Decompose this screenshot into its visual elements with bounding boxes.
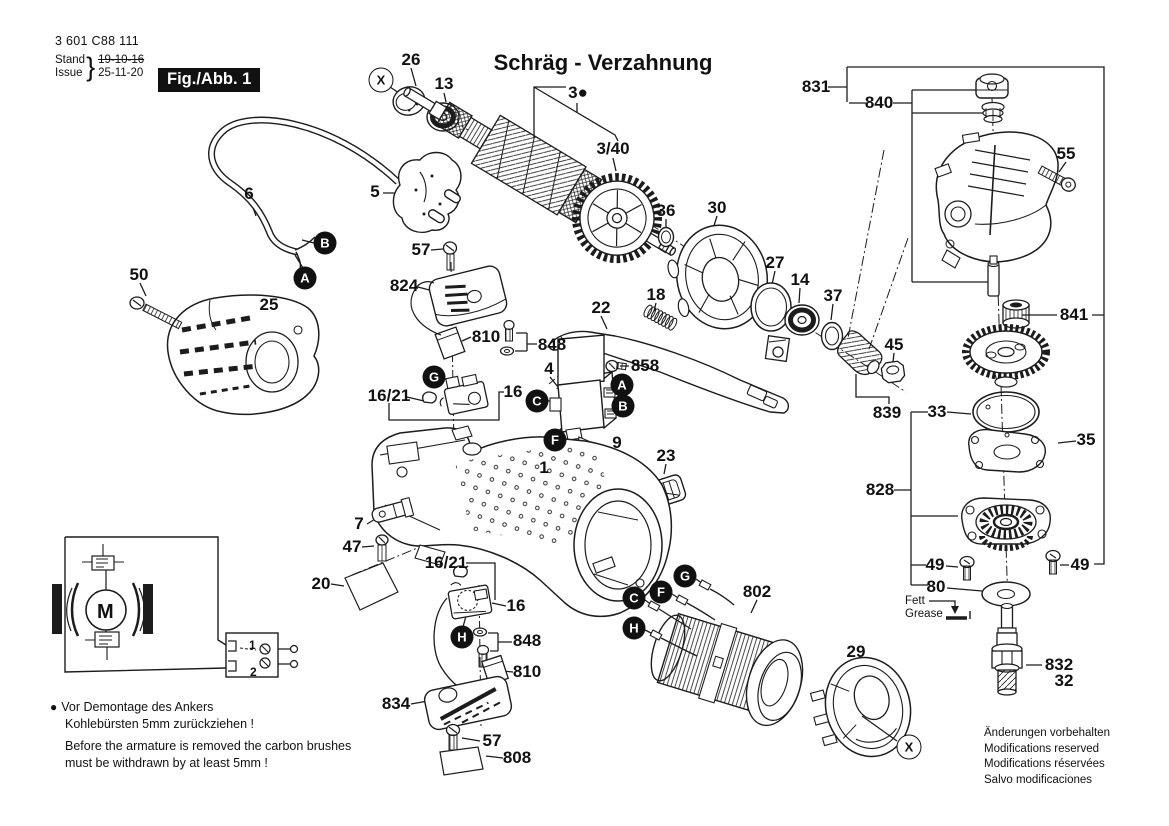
retaining-ring-33: [973, 392, 1039, 432]
part-label-841: 841: [1059, 305, 1089, 324]
modifications-note: [984, 726, 1110, 788]
part-label-27: 27: [765, 253, 785, 272]
part-label-834: 834: [381, 694, 411, 713]
screw-848-top: [501, 321, 515, 356]
wiring-diagram: [52, 537, 298, 679]
part-label-20: 20: [311, 574, 331, 593]
part-label-25: 25: [259, 295, 279, 314]
part-label-839: 839: [872, 403, 902, 422]
screw-57-bottom: [447, 725, 460, 751]
part-label-6: 6: [244, 184, 254, 203]
grease-label-de: Fett: [905, 595, 925, 607]
washer-80: [982, 582, 1030, 606]
part-label-16: 16: [503, 382, 523, 401]
part-label-57: 57: [411, 240, 431, 259]
wire-clip-1621-top: [423, 392, 437, 403]
part-label-810: 810: [471, 327, 501, 346]
issue-label: Issue: [55, 67, 83, 79]
date-old: 19-10-16: [98, 54, 145, 66]
part-label-36: 36: [656, 201, 676, 220]
diagram-title: Schräg - Verzahnung: [493, 50, 713, 75]
note-bullet: ●: [50, 700, 58, 714]
figure-number-box: Fig./Abb. 1: [158, 68, 260, 92]
callout-b: B: [612, 395, 635, 418]
part-label-3: 3●: [568, 83, 588, 102]
note-en-1: Before the armature is removed the carbon brushes: [65, 739, 352, 753]
part-label-810: 810: [512, 662, 542, 681]
ball-bearing-14: [785, 305, 819, 335]
part-label-802: 802: [742, 582, 772, 601]
stator-802: [641, 604, 812, 733]
callout-x: X: [369, 68, 394, 93]
part-label-828: 828: [865, 480, 895, 499]
mains-plug: [393, 153, 461, 233]
part-label-45: 45: [884, 335, 904, 354]
bushing-841: [1003, 300, 1029, 328]
service-notes: [50, 699, 351, 771]
part-label-35: 35: [1076, 430, 1096, 449]
schematic-terminal-1: 1: [249, 638, 256, 652]
part-label-848: 848: [537, 335, 567, 354]
part-label-832: 832: [1044, 655, 1074, 674]
part-label-4: 4: [544, 359, 554, 378]
bearing-flange-828: [962, 498, 1051, 548]
callout-f: F: [544, 429, 567, 452]
callout-x: X: [897, 735, 922, 760]
part-label-824: 824: [389, 276, 419, 295]
part-label-33: 33: [927, 402, 947, 421]
spring-18: [642, 304, 678, 331]
grease-label-en: Grease: [905, 608, 943, 620]
footer-line-fr: Modifications réservées: [984, 758, 1105, 770]
part-label-340: 3/40: [596, 139, 630, 158]
part-label-18: 18: [646, 285, 666, 304]
spindle-832: [992, 604, 1022, 696]
part-label-9: 9: [612, 433, 622, 452]
part-label-55: 55: [1056, 144, 1076, 163]
part-label-37: 37: [823, 286, 843, 305]
part-label-1621: 16/21: [424, 553, 468, 572]
brush-holder-16-bottom: [447, 577, 493, 619]
footer-line-de: Änderungen vorbehalten: [984, 727, 1110, 739]
screw-49-right: [1046, 551, 1060, 575]
part-label-32: 32: [1054, 671, 1074, 690]
note-en-2: must be withdrawn by at least 5mm !: [65, 755, 268, 770]
gasket-plate-35: [969, 430, 1046, 472]
callout-h: H: [451, 626, 474, 649]
part-label-26: 26: [401, 50, 421, 69]
callout-g: G: [674, 565, 697, 588]
screw-47: [376, 535, 388, 561]
callout-b: B: [314, 232, 337, 255]
part-label-16: 16: [506, 596, 526, 615]
part-label-14: 14: [790, 270, 810, 289]
screw-49-left: [960, 557, 974, 581]
footer-line-es: Salvo modificaciones: [984, 773, 1093, 786]
part-label-23: 23: [656, 446, 676, 465]
washer-36: [659, 228, 674, 247]
part-number: 3 601 C88 111: [55, 34, 140, 48]
spring-washer-stack: [982, 103, 1004, 123]
part-label-50: 50: [129, 265, 149, 284]
brush-cover-824: [427, 264, 508, 328]
part-label-47: 47: [342, 537, 362, 556]
grease-arrowhead: [951, 606, 959, 614]
callout-f: F: [650, 581, 673, 604]
screw-858: [606, 361, 626, 372]
guide-pin: [988, 256, 999, 296]
part-label-858: 858: [630, 356, 660, 375]
note-de-1: Vor Demontage des Ankers: [61, 700, 214, 714]
part-label-30: 30: [707, 198, 727, 217]
part-label-808: 808: [502, 748, 532, 767]
schematic-terminal-2: 2: [250, 665, 257, 679]
callout-c: C: [623, 587, 646, 610]
part-label-22: 22: [591, 298, 611, 317]
callout-c: C: [526, 390, 549, 413]
part-label-1: 1: [539, 458, 549, 477]
part-label-5: 5: [370, 182, 380, 201]
note-de-2: Kohlebürsten 5mm zurückziehen !: [65, 716, 254, 731]
crown-gear: [966, 328, 1046, 387]
screw-50: [130, 297, 182, 329]
cap-nut-840: [976, 74, 1008, 98]
label-sticker-20: [345, 563, 398, 610]
part-label-840: 840: [864, 93, 894, 112]
stand-label: Stand: [55, 54, 86, 66]
part-label-848: 848: [512, 631, 542, 650]
part-label-80: 80: [926, 577, 946, 596]
part-label-13: 13: [434, 74, 454, 93]
part-label-831: 831: [801, 77, 831, 96]
gear-head-housing: [935, 132, 1058, 268]
schematic-motor-m: M: [97, 601, 114, 623]
callout-a: A: [611, 374, 634, 397]
screw-57-top: [444, 242, 457, 270]
part-label-57: 57: [482, 731, 502, 750]
part-label-29: 29: [846, 642, 866, 661]
holder-plate-834: [423, 675, 513, 732]
part-label-7: 7: [354, 514, 364, 533]
part-label-49: 49: [925, 555, 945, 574]
part-label-49: 49: [1070, 555, 1090, 574]
footer-line-en: Modifications reserved: [984, 742, 1100, 755]
title-block: [55, 34, 144, 80]
part-label-1621: 16/21: [367, 386, 411, 405]
pad-808: [440, 747, 483, 775]
date-new: 25-11-20: [98, 67, 144, 79]
date-brace: }: [86, 51, 96, 82]
callout-h: H: [623, 617, 646, 640]
callout-a: A: [294, 267, 317, 290]
callout-g: G: [423, 366, 446, 389]
spacer-block: [765, 336, 789, 362]
nut-45: [881, 361, 906, 384]
housing-cover-25: [168, 295, 319, 414]
